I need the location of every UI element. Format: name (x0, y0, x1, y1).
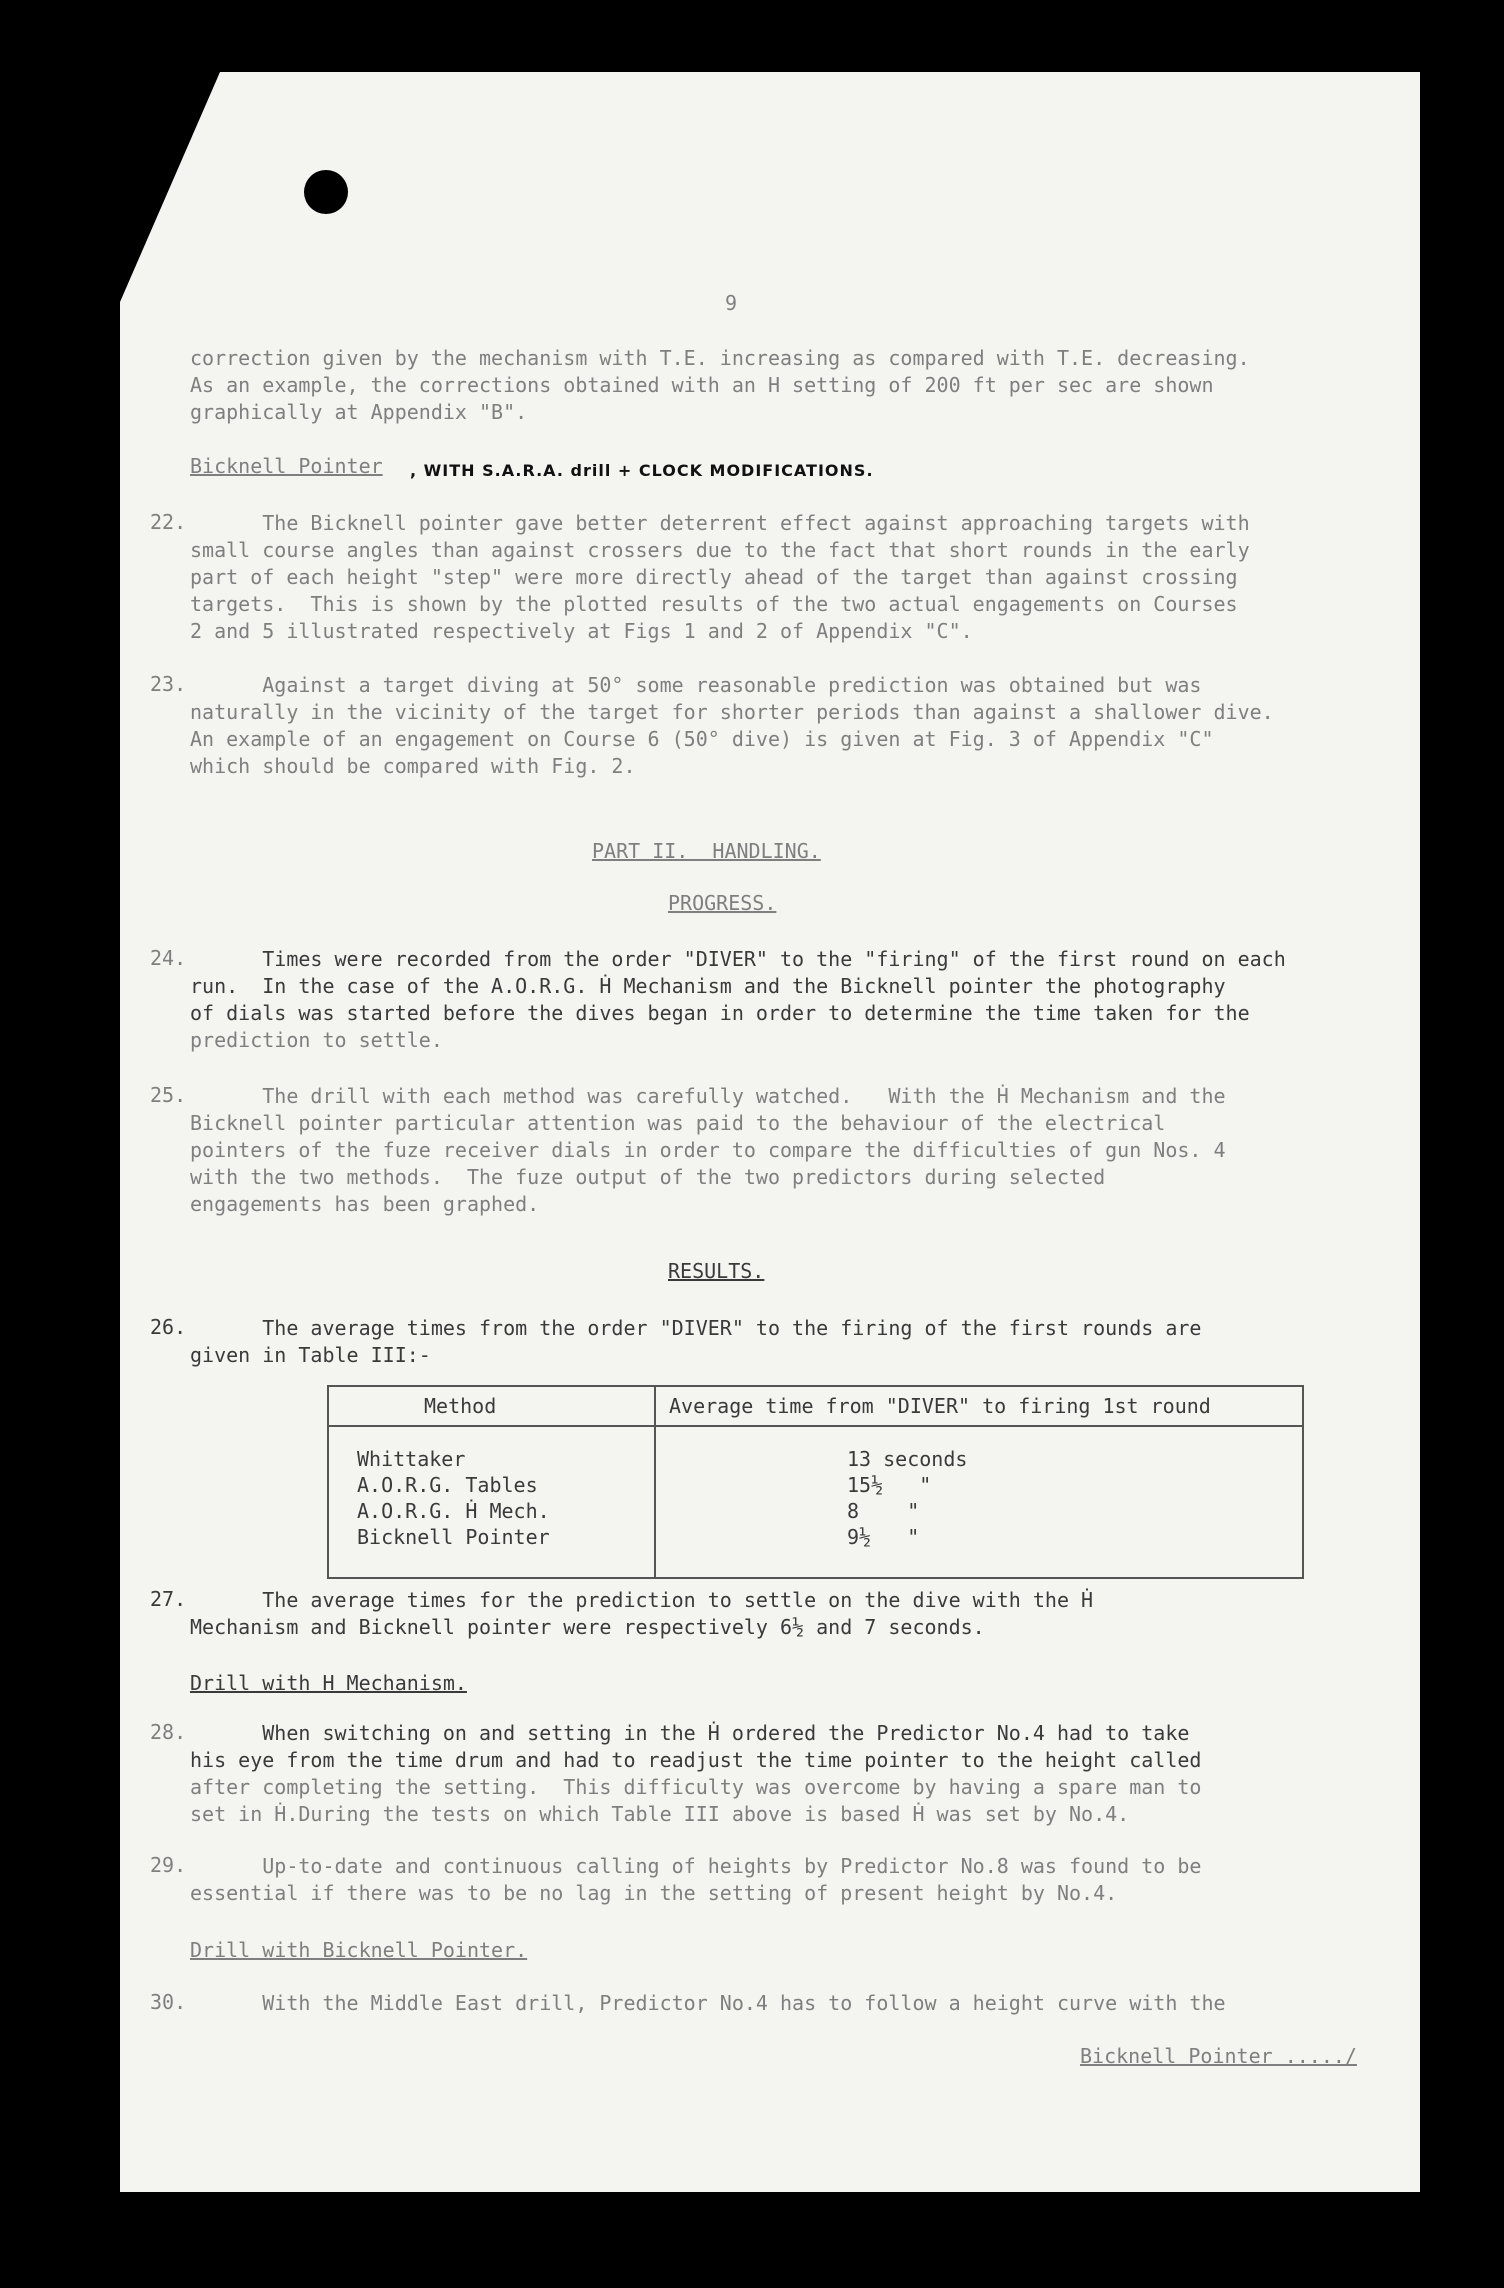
table-cell-time: 8 " (847, 1499, 920, 1523)
para-29-number: 29. (150, 1853, 187, 1877)
para-30-line: With the Middle East drill, Predictor No.4 has to follow a height curve with the (190, 1991, 1226, 2015)
table-cell-method: A.O.R.G. Tables (357, 1473, 538, 1497)
para-22-line: The Bicknell pointer gave better deterrent effect against approaching targets with (190, 511, 1250, 535)
catchword: Bicknell Pointer ...../ (1080, 2044, 1357, 2068)
para-24-number: 24. (150, 946, 187, 970)
results-heading: RESULTS. (668, 1259, 765, 1283)
intro-line-2: As an example, the corrections obtained with an H setting of 200 ft per sec are shown (190, 373, 1214, 397)
para-24-line: Times were recorded from the order "DIVER" to the "firing" of the first round on each (190, 947, 1286, 971)
para-29-line: essential if there was to be no lag in the setting of present height by No.4. (190, 1881, 1118, 1905)
para-26-line: The average times from the order "DIVER" to the firing of the first rounds are (190, 1316, 1202, 1340)
para-22-line: small course angles than against crossers due to the fact that short rounds in the early (190, 538, 1250, 562)
table-cell-time: 15½ " (847, 1473, 932, 1497)
table-cell-time: 9½ " (847, 1525, 920, 1549)
para-25-number: 25. (150, 1083, 187, 1107)
para-27-line: The average times for the prediction to settle on the dive with the Ḣ (190, 1588, 1094, 1612)
table-cell-method: Whittaker (357, 1447, 466, 1471)
para-28-line: after completing the setting. This difficulty was overcome by having a spare man to (190, 1775, 1202, 1799)
para-27-number: 27. (150, 1587, 187, 1611)
handwritten-note: , WITH S.A.R.A. drill + CLOCK MODIFICATIONS. (410, 461, 874, 480)
para-28-line: When switching on and setting in the Ḣ ordered the Predictor No.4 had to take (190, 1721, 1190, 1745)
para-23-line: which should be compared with Fig. 2. (190, 754, 636, 778)
para-25-line: The drill with each method was carefully watched. With the Ḣ Mechanism and the (190, 1084, 1226, 1108)
para-23-line: naturally in the vicinity of the target for shorter periods than against a shallower dive. (190, 700, 1274, 724)
drill-bicknell-heading: Drill with Bicknell Pointer. (190, 1938, 528, 1962)
table-cell-method: Bicknell Pointer (357, 1525, 550, 1549)
para-25-line: with the two methods. The fuze output of the two predictors during selected (190, 1165, 1106, 1189)
para-24-line: prediction to settle. (190, 1028, 443, 1052)
para-23-line: An example of an engagement on Course 6 (50° dive) is given at Fig. 3 of Appendix "C" (190, 727, 1214, 751)
part-heading: PART II. HANDLING. (592, 839, 821, 863)
para-24-line: run. In the case of the A.O.R.G. Ḣ Mechanism and the Bicknell pointer the photography (190, 974, 1226, 998)
bicknell-heading: Bicknell Pointer (190, 454, 383, 478)
punch-hole (304, 170, 348, 214)
para-26-line: given in Table III:- (190, 1343, 431, 1367)
table-cell-method: A.O.R.G. Ḣ Mech. (357, 1499, 550, 1523)
para-27-line: Mechanism and Bicknell pointer were respectively 6½ and 7 seconds. (190, 1615, 985, 1639)
para-25-line: Bicknell pointer particular attention was paid to the behaviour of the electrical (190, 1111, 1166, 1135)
intro-line-3: graphically at Appendix "B". (190, 400, 528, 424)
table-cell-time: 13 seconds (847, 1447, 968, 1471)
table-header-time: Average time from "DIVER" to firing 1st round (669, 1394, 1211, 1418)
intro-line-1: correction given by the mechanism with T.E. increasing as compared with T.E. decreasing. (190, 346, 1250, 370)
drill-h-heading: Drill with H Mechanism. (190, 1671, 467, 1695)
table-header-divider (329, 1425, 1302, 1427)
para-28-line: set in Ḣ.During the tests on which Table III above is based Ḣ was set by No.4. (190, 1802, 1130, 1826)
page-number: 9 (725, 291, 738, 315)
progress-heading: PROGRESS. (668, 891, 777, 915)
para-23-number: 23. (150, 672, 187, 696)
table-iii (327, 1385, 1304, 1579)
para-24-line: of dials was started before the dives began in order to determine the time taken for the (190, 1001, 1250, 1025)
para-28-number: 28. (150, 1720, 187, 1744)
para-25-line: engagements has been graphed. (190, 1192, 540, 1216)
para-22-number: 22. (150, 510, 187, 534)
para-25-line: pointers of the fuze receiver dials in order to compare the difficulties of gun Nos. 4 (190, 1138, 1226, 1162)
para-22-line: part of each height "step" were more directly ahead of the target than against crossing (190, 565, 1238, 589)
para-28-line: his eye from the time drum and had to readjust the time pointer to the height called (190, 1748, 1202, 1772)
para-22-line: 2 and 5 illustrated respectively at Figs 1 and 2 of Appendix "C". (190, 619, 973, 643)
table-column-divider (654, 1387, 656, 1577)
para-30-number: 30. (150, 1990, 187, 2014)
para-23-line: Against a target diving at 50° some reasonable prediction was obtained but was (190, 673, 1202, 697)
para-22-line: targets. This is shown by the plotted results of the two actual engagements on Courses (190, 592, 1238, 616)
table-header-method: Method (424, 1394, 497, 1418)
para-29-line: Up-to-date and continuous calling of heights by Predictor No.8 was found to be (190, 1854, 1202, 1878)
para-26-number: 26. (150, 1315, 187, 1339)
